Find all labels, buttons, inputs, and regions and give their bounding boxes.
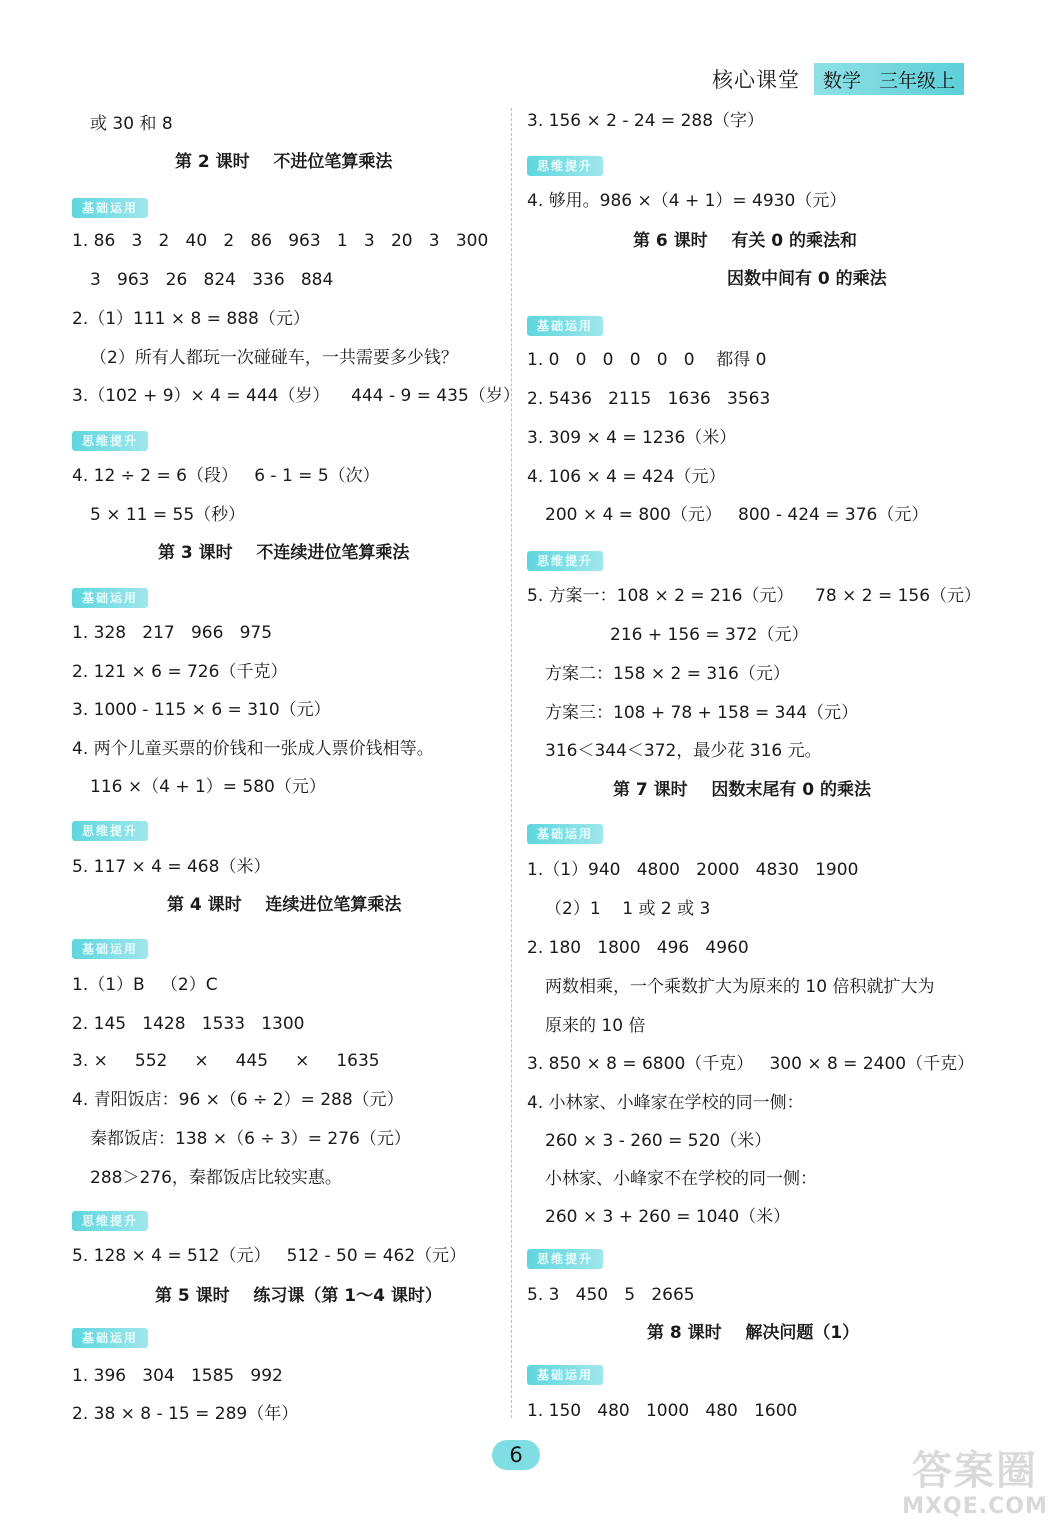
page-header <box>712 62 964 96</box>
tag-basic: 基础运用 <box>72 939 148 959</box>
answer-line: 1. 396 304 1585 992 <box>72 1366 283 1386</box>
column-divider <box>511 108 512 1418</box>
tag-think: 思维提升 <box>527 551 603 571</box>
answer-line: 方案二：158 × 2 = 316（元） <box>545 664 790 684</box>
answer-line: 1.（1）940 4800 2000 4830 1900 <box>527 860 859 880</box>
answer-line: 116 ×（4 + 1）= 580（元） <box>90 777 326 797</box>
answer-line: 3. × 552 × 445 × 1635 <box>72 1051 380 1071</box>
answer-line: 5. 128 × 4 = 512（元） 512 - 50 = 462（元） <box>72 1246 467 1266</box>
answer-line: 方案三：108 + 78 + 158 = 344（元） <box>545 703 859 723</box>
answer-line: 5. 117 × 4 = 468（米） <box>72 857 271 877</box>
tag-think: 思维提升 <box>72 821 148 841</box>
answer-line: 5 × 11 = 55（秒） <box>90 505 246 525</box>
answer-line: 1. 86 3 2 40 2 86 963 1 3 20 3 300 <box>72 231 489 251</box>
page-number: 6 <box>492 1440 540 1470</box>
grade-label: 三年级上 <box>878 69 955 92</box>
tag-think: 思维提升 <box>527 1249 603 1269</box>
answer-line: 1.（1）B （2）C <box>72 975 218 995</box>
answer-line: 1. 0 0 0 0 0 0 都得 0 <box>527 350 767 370</box>
answer-line: 4. 两个儿童买票的价钱和一张成人票价钱相等。 <box>72 739 434 759</box>
series-title: 核心课堂 <box>712 68 800 92</box>
section-title: 第 4 课时 连续进位笔算乘法 <box>167 895 402 915</box>
answer-line: 2. 38 × 8 - 15 = 289（年） <box>72 1404 299 1424</box>
answer-line: 2. 5436 2115 1636 3563 <box>527 389 771 409</box>
tag-basic: 基础运用 <box>72 588 148 608</box>
watermark-logo: 答案圈 <box>912 1448 1038 1494</box>
watermark-url: MXQE.COM <box>902 1494 1048 1519</box>
tag-basic: 基础运用 <box>72 198 148 218</box>
tag-basic: 基础运用 <box>527 824 603 844</box>
section-title: 第 8 课时 解决问题（1） <box>647 1323 860 1343</box>
answer-line: 2. 121 × 6 = 726（千克） <box>72 662 288 682</box>
subject-label: 数学 <box>822 69 861 92</box>
answer-line: 2. 180 1800 496 4960 <box>527 938 749 958</box>
answer-line: 原来的 10 倍 <box>545 1016 646 1036</box>
answer-line: 两数相乘，一个乘数扩大为原来的 10 倍积就扩大为 <box>545 977 935 997</box>
section-title: 因数中间有 0 的乘法 <box>727 269 887 289</box>
answer-line: 260 × 3 - 260 = 520（米） <box>545 1131 772 1151</box>
section-title: 第 2 课时 不进位笔算乘法 <box>175 152 393 172</box>
answer-line: 3. 1000 - 115 × 6 = 310（元） <box>72 700 331 720</box>
section-title: 第 6 课时 有关 0 的乘法和 <box>633 231 858 251</box>
answer-line: 4. 青阳饭店：96 ×（6 ÷ 2）= 288（元） <box>72 1090 404 1110</box>
answer-line: 316＜344＜372，最少花 316 元。 <box>545 741 822 761</box>
answer-line: 2. 145 1428 1533 1300 <box>72 1014 305 1034</box>
section-title: 第 5 课时 练习课（第 1～4 课时） <box>155 1286 442 1306</box>
section-title: 第 7 课时 因数末尾有 0 的乘法 <box>613 780 872 800</box>
answer-line: 3 963 26 824 336 884 <box>90 270 334 290</box>
answer-line: 秦都饭店：138 ×（6 ÷ 3）= 276（元） <box>90 1129 411 1149</box>
tag-basic: 基础运用 <box>527 1365 603 1385</box>
answer-line: 4. 12 ÷ 2 = 6（段） 6 - 1 = 5（次） <box>72 466 380 486</box>
tag-basic: 基础运用 <box>72 1328 148 1348</box>
answer-line: 1. 328 217 966 975 <box>72 623 273 643</box>
tag-basic: 基础运用 <box>527 316 603 336</box>
answer-line: 3.（102 + 9）× 4 = 444（岁） 444 - 9 = 435（岁） <box>72 386 520 406</box>
answer-line: 288＞276，秦都饭店比较实惠。 <box>90 1168 342 1188</box>
answer-line: 200 × 4 = 800（元） 800 - 424 = 376（元） <box>545 505 929 525</box>
answer-line: 3. 850 × 8 = 6800（千克） 300 × 8 = 2400（千克） <box>527 1054 975 1074</box>
answer-line: 216 + 156 = 372（元） <box>610 625 809 645</box>
answer-line: 5. 3 450 5 2665 <box>527 1285 695 1305</box>
subject-band <box>814 63 964 95</box>
tag-think: 思维提升 <box>527 156 603 176</box>
answer-line: 4. 小林家、小峰家在学校的同一侧： <box>527 1093 804 1113</box>
tag-think: 思维提升 <box>72 431 148 451</box>
answer-line: 3. 309 × 4 = 1236（米） <box>527 428 737 448</box>
answer-line: （2）所有人都玩一次碰碰车，一共需要多少钱？ <box>90 348 458 368</box>
answer-line: 1. 150 480 1000 480 1600 <box>527 1401 798 1421</box>
answer-line: 260 × 3 + 260 = 1040（米） <box>545 1207 791 1227</box>
section-title: 第 3 课时 不连续进位笔算乘法 <box>158 543 410 563</box>
answer-line: 或 30 和 8 <box>90 114 173 134</box>
answer-line: 4. 106 × 4 = 424（元） <box>527 467 726 487</box>
answer-line: 2.（1）111 × 8 = 888（元） <box>72 309 310 329</box>
answer-line: 小林家、小峰家不在学校的同一侧： <box>545 1169 817 1189</box>
watermark <box>900 1448 1050 1530</box>
answer-line: （2）1 1 或 2 或 3 <box>545 899 711 919</box>
answer-line: 3. 156 × 2 - 24 = 288（字） <box>527 111 765 131</box>
answer-line: 5. 方案一：108 × 2 = 216（元） 78 × 2 = 156（元） <box>527 586 982 606</box>
answer-line: 4. 够用。986 ×（4 + 1）= 4930（元） <box>527 191 847 211</box>
tag-think: 思维提升 <box>72 1211 148 1231</box>
